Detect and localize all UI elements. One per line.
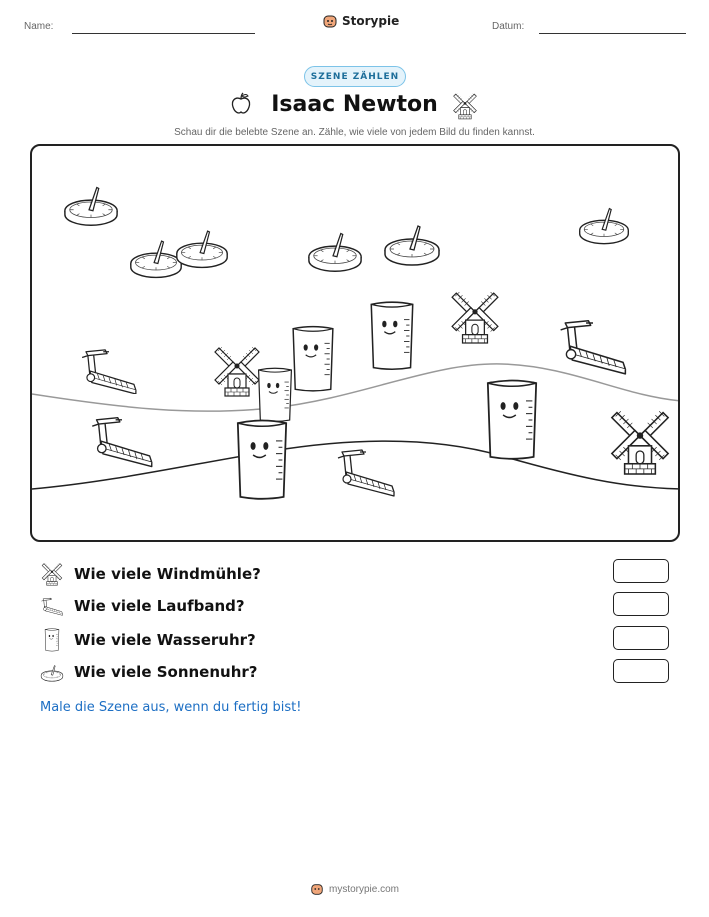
- treadmill-icon: [40, 595, 64, 617]
- treadmill-icon: [556, 312, 630, 378]
- sundial-icon: [40, 662, 64, 682]
- question-row: [40, 595, 245, 617]
- windmill-icon: [40, 561, 64, 587]
- date-line[interactable]: [539, 33, 686, 34]
- water-clock-icon: [482, 378, 542, 462]
- windmill-icon: [608, 404, 672, 480]
- treadmill-icon: [334, 442, 398, 500]
- sundial-icon: [62, 178, 120, 228]
- treadmill-icon: [88, 408, 156, 472]
- question-text: Wie viele Sonnenuhr?: [74, 663, 258, 681]
- treadmill-icon: [78, 346, 140, 394]
- footer-link[interactable]: mystorypie.com: [328, 883, 399, 895]
- sundial-icon: [306, 224, 364, 274]
- sundial-icon: [382, 216, 442, 268]
- date-label: Datum:: [492, 21, 525, 32]
- sundial-icon: [577, 200, 631, 246]
- brand-name: Storypie: [342, 14, 400, 28]
- answer-box-windmill[interactable]: [613, 559, 669, 583]
- question-text: Wie viele Laufband?: [74, 597, 245, 615]
- storypie-logo: [322, 13, 399, 29]
- storypie-mascot-icon: [310, 882, 324, 896]
- counting-scene: [30, 144, 680, 542]
- water-clock-icon: [290, 324, 336, 394]
- answer-box-water-clock[interactable]: [613, 626, 669, 650]
- name-label: Name:: [24, 21, 54, 32]
- question-row: [40, 628, 256, 652]
- answer-box-treadmill[interactable]: [613, 592, 669, 616]
- sundial-icon: [174, 222, 230, 270]
- windmill-icon: [452, 91, 478, 121]
- coloring-note: Male die Szene aus, wenn du fertig bist!: [40, 700, 302, 715]
- windmill-icon: [449, 286, 501, 348]
- question-text: Wie viele Wasseruhr?: [74, 631, 256, 649]
- answer-box-sundial[interactable]: [613, 659, 669, 683]
- storypie-mascot-icon: [322, 13, 338, 29]
- activity-badge: SZENE ZÄHLEN: [304, 66, 406, 87]
- footer: [0, 882, 709, 896]
- name-line[interactable]: [72, 33, 255, 34]
- windmill-icon: [212, 342, 262, 400]
- page-title: Isaac Newton: [271, 92, 438, 117]
- question-text: Wie viele Windmühle?: [74, 565, 261, 583]
- water-clock-icon: [232, 418, 292, 502]
- water-clock-icon: [40, 628, 64, 652]
- question-row: [40, 561, 261, 587]
- instructions: Schau dir die belebte Szene an. Zähle, wie viele von jedem Bild du finden kannst.: [174, 127, 535, 138]
- water-clock-icon: [368, 300, 416, 372]
- question-row: [40, 662, 258, 682]
